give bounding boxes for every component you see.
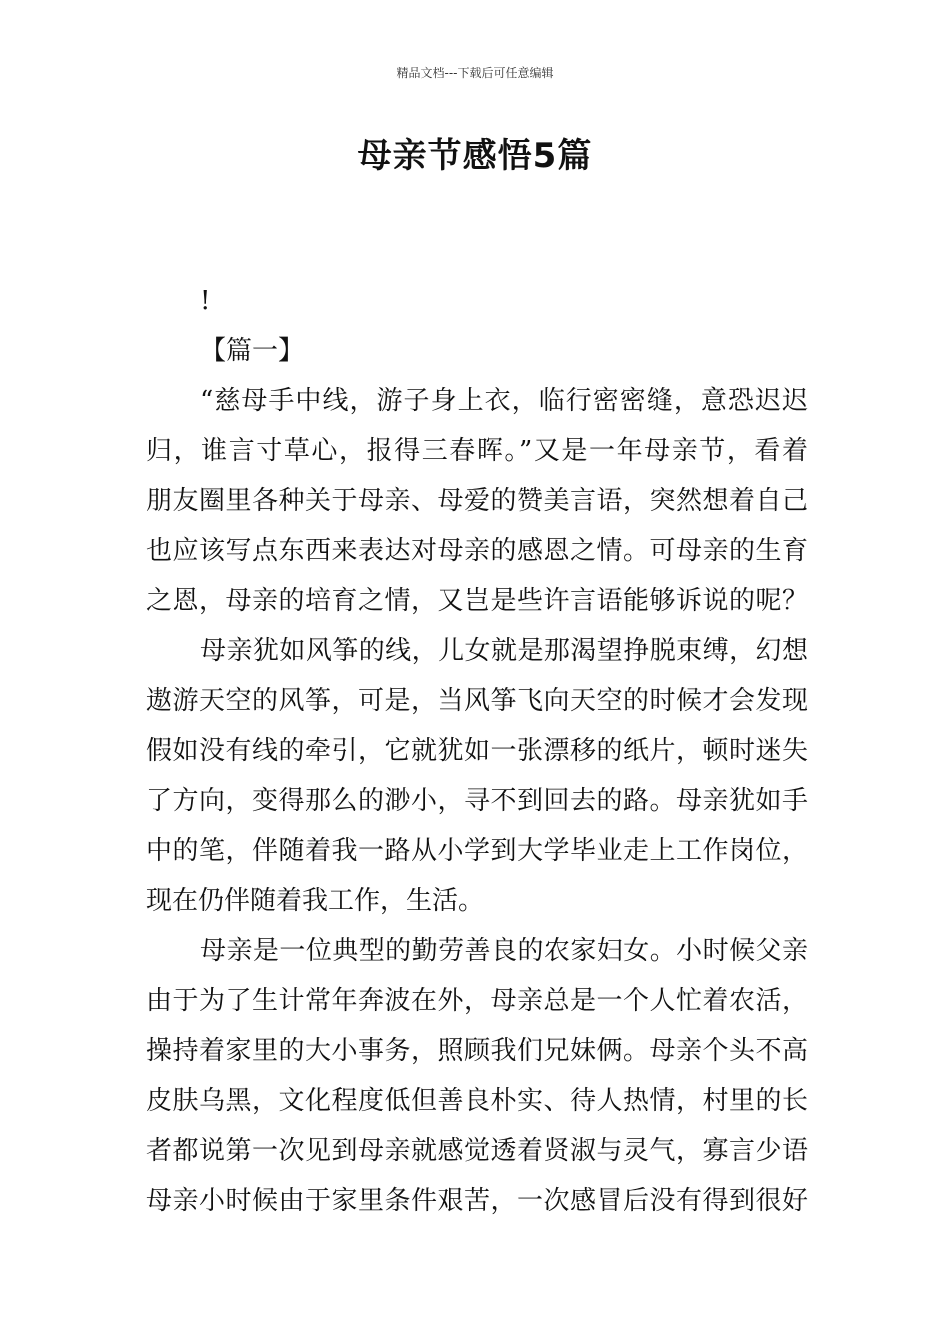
exclamation-line: ! xyxy=(200,286,211,316)
document-title: 母亲节感悟5篇 xyxy=(357,136,593,176)
paragraph-line: 者都说第一次见到母亲就感觉透着贤淑与灵气，寡言少语 xyxy=(146,1136,808,1166)
paragraph-line: 也应该写点东西来表达对母亲的感恩之情。可母亲的生育 xyxy=(146,536,808,566)
paragraph-line: 母亲是一位典型的勤劳善良的农家妇女。小时候父亲 xyxy=(200,936,808,966)
paragraph-line: “慈母手中线，游子身上衣，临行密密缝，意恐迟迟 xyxy=(200,386,808,416)
paragraph-line: 之恩，母亲的培育之情，又岂是些许言语能够诉说的呢？ xyxy=(146,586,808,616)
paragraph-line: 由于为了生计常年奔波在外，母亲总是一个人忙着农活， xyxy=(146,986,808,1016)
paragraph-line: 归，谁言寸草心，报得三春晖。”又是一年母亲节，看着 xyxy=(146,436,808,466)
section-heading: 【篇一】 xyxy=(200,336,305,366)
paragraph-line: 遨游天空的风筝，可是，当风筝飞向天空的时候才会发现 xyxy=(146,686,808,716)
paragraph-line: 了方向，变得那么的渺小，寻不到回去的路。母亲犹如手 xyxy=(146,786,808,816)
paragraph-line: 皮肤乌黑，文化程度低但善良朴实、待人热情，村里的长 xyxy=(146,1086,808,1116)
paragraph-line: 母亲小时候由于家里条件艰苦，一次感冒后没有得到很好 xyxy=(146,1186,808,1216)
paragraph-line: 中的笔，伴随着我一路从小学到大学毕业走上工作岗位， xyxy=(146,836,808,866)
paragraph-line: 朋友圈里各种关于母亲、母爱的赞美言语，突然想着自己 xyxy=(146,486,808,516)
paragraph-line: 母亲犹如风筝的线，儿女就是那渴望挣脱束缚，幻想 xyxy=(200,636,808,666)
paragraph-line: 假如没有线的牵引，它就犹如一张漂移的纸片，顿时迷失 xyxy=(146,736,808,766)
document-body xyxy=(146,276,808,1226)
paragraph-line: 现在仍伴随着我工作，生活。 xyxy=(146,886,485,916)
page-header: 精品文档---下载后可任意编辑 xyxy=(396,66,554,80)
paragraph-line: 操持着家里的大小事务，照顾我们兄妹俩。母亲个头不高 xyxy=(146,1036,808,1066)
